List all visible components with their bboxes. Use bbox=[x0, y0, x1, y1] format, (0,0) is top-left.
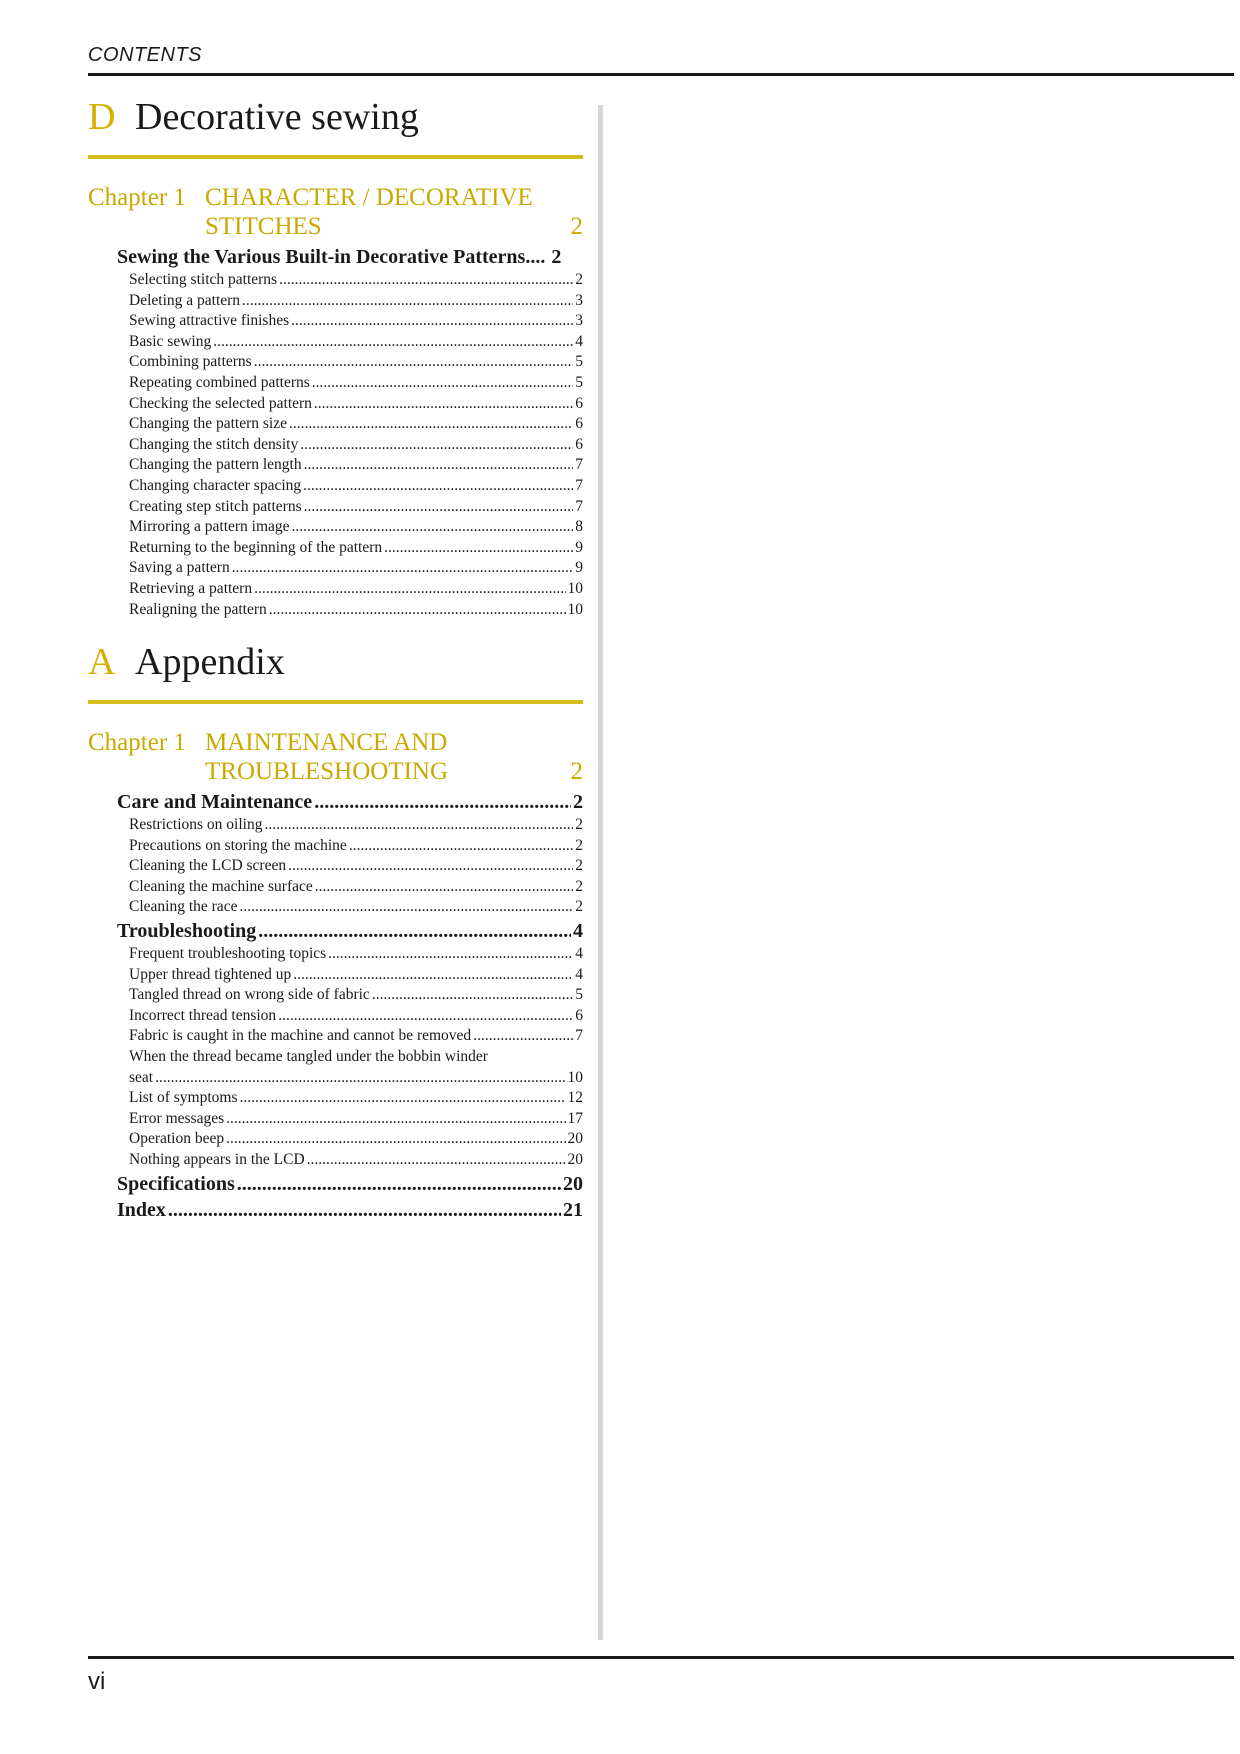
entry-page: 4 bbox=[575, 945, 583, 963]
entry-page: 7 bbox=[575, 476, 583, 494]
entry-title: Cleaning the LCD screen bbox=[129, 857, 287, 875]
toc-heading-entry[interactable] bbox=[117, 1171, 583, 1197]
toc-entry[interactable] bbox=[129, 558, 583, 579]
entry-page: 4 bbox=[575, 965, 583, 983]
entry-leader bbox=[155, 1068, 565, 1089]
toc-entry[interactable] bbox=[129, 270, 583, 291]
entry-leader bbox=[314, 394, 573, 415]
entry-leader bbox=[254, 579, 565, 600]
chapter-title bbox=[205, 728, 583, 786]
entry-page: 8 bbox=[575, 518, 583, 536]
entry-page: 5 bbox=[575, 373, 583, 391]
entry-page: 17 bbox=[567, 1109, 583, 1127]
entry-title: Frequent troubleshooting topics bbox=[129, 945, 327, 963]
entry-leader bbox=[168, 1197, 561, 1223]
entry-page: 6 bbox=[575, 394, 583, 412]
toc-entry[interactable] bbox=[129, 373, 583, 394]
entry-leader bbox=[304, 455, 574, 476]
entry-leader bbox=[372, 985, 573, 1006]
toc-entry[interactable] bbox=[129, 1109, 583, 1130]
toc-entry[interactable] bbox=[129, 877, 583, 898]
entry-title: Cleaning the machine surface bbox=[129, 877, 313, 895]
entry-title: Changing the pattern length bbox=[129, 456, 302, 474]
entry-title: Changing the stitch density bbox=[129, 435, 299, 453]
entry-title-line1: When the thread became tangled under the bobbin winder bbox=[129, 1048, 488, 1066]
entry-title-line2: seat bbox=[129, 1068, 154, 1086]
entry-page: 4 bbox=[575, 332, 583, 350]
toc-section-appendix bbox=[88, 640, 583, 1223]
toc-heading-entry[interactable] bbox=[117, 918, 583, 944]
toc-entry[interactable] bbox=[129, 1006, 583, 1027]
entry-page: 3 bbox=[575, 312, 583, 330]
entry-leader bbox=[307, 1150, 566, 1171]
toc-entry[interactable] bbox=[129, 1088, 583, 1109]
entry-title: Restrictions on oiling bbox=[129, 816, 263, 834]
entry-page: 5 bbox=[575, 986, 583, 1004]
toc-entry[interactable] bbox=[129, 414, 583, 435]
chapter-title-line1: CHARACTER / DECORATIVE bbox=[205, 184, 533, 211]
entry-leader bbox=[258, 918, 571, 944]
entry-page: 4 bbox=[573, 920, 583, 943]
toc-section-decorative-sewing bbox=[88, 95, 583, 620]
entry-page: 7 bbox=[575, 456, 583, 474]
entry-title: Retrieving a pattern bbox=[129, 579, 253, 597]
entry-leader bbox=[213, 332, 573, 353]
entry-leader bbox=[240, 1088, 566, 1109]
toc-heading-entry[interactable] bbox=[117, 244, 583, 270]
section-rule bbox=[88, 700, 583, 704]
entry-page: 10 bbox=[567, 1068, 583, 1086]
footer-rule bbox=[88, 1656, 1234, 1659]
entry-page: 20 bbox=[563, 1172, 583, 1195]
toc-entry[interactable] bbox=[129, 856, 583, 877]
toc-entry[interactable] bbox=[129, 836, 583, 857]
entry-leader bbox=[314, 789, 571, 815]
entry-title: Operation beep bbox=[129, 1130, 225, 1148]
entry-leader bbox=[237, 1171, 561, 1197]
toc-entry[interactable] bbox=[129, 965, 583, 986]
entry-page: 2 bbox=[575, 857, 583, 875]
entry-page: 9 bbox=[575, 559, 583, 577]
toc-entry[interactable] bbox=[129, 517, 583, 538]
toc-entry[interactable] bbox=[129, 944, 583, 965]
entry-title: Realigning the pattern bbox=[129, 600, 267, 618]
toc-heading-entry[interactable] bbox=[117, 1197, 583, 1223]
entry-leader bbox=[264, 815, 573, 836]
toc-heading-entry[interactable] bbox=[117, 789, 583, 815]
chapter-title-line2: TROUBLESHOOTING bbox=[205, 758, 449, 786]
entry-leader bbox=[288, 856, 573, 877]
entry-leader bbox=[328, 944, 573, 965]
entry-title: Repeating combined patterns bbox=[129, 373, 310, 391]
entry-leader bbox=[226, 1109, 565, 1130]
toc-entry[interactable] bbox=[129, 1026, 583, 1047]
entry-title: Sewing the Various Built-in Decorative Patterns bbox=[117, 246, 526, 268]
running-header: CONTENTS bbox=[88, 44, 202, 66]
toc-entry[interactable] bbox=[129, 311, 583, 332]
entry-page: 3 bbox=[575, 291, 583, 309]
section-letter: A bbox=[88, 641, 116, 684]
toc-entry[interactable] bbox=[129, 815, 583, 836]
entry-title: List of symptoms bbox=[129, 1089, 238, 1107]
entry-title: Returning to the beginning of the pattern bbox=[129, 538, 383, 556]
entry-leader bbox=[232, 558, 574, 579]
entry-page: 2 bbox=[575, 271, 583, 288]
section-heading bbox=[88, 95, 583, 151]
entry-page: 2 bbox=[573, 791, 583, 814]
toc-entries bbox=[117, 789, 583, 1223]
entry-title: Sewing attractive finishes bbox=[129, 312, 290, 330]
entry-leader bbox=[278, 1006, 573, 1027]
entry-leader bbox=[254, 352, 574, 373]
entry-title: Basic sewing bbox=[129, 332, 212, 350]
toc-entry[interactable] bbox=[129, 497, 583, 518]
entry-page: 2 bbox=[575, 816, 583, 834]
toc-entry[interactable] bbox=[129, 600, 583, 621]
entry-leader bbox=[292, 517, 574, 538]
toc-entry[interactable] bbox=[129, 352, 583, 373]
entry-title: Selecting stitch patterns bbox=[129, 271, 278, 288]
toc-entry[interactable] bbox=[129, 1047, 583, 1088]
entry-page: 6 bbox=[575, 415, 583, 433]
entry-leader bbox=[226, 1129, 565, 1150]
section-heading bbox=[88, 640, 583, 696]
entry-title: Error messages bbox=[129, 1109, 225, 1127]
section-title: Appendix bbox=[135, 641, 285, 684]
entry-leader bbox=[289, 414, 573, 435]
page-number: vi bbox=[88, 1668, 106, 1695]
toc-entry[interactable] bbox=[129, 1129, 583, 1150]
entry-page: 10 bbox=[567, 600, 583, 618]
entry-leader bbox=[291, 311, 573, 332]
entry-page: 2 bbox=[551, 246, 562, 268]
entry-title: Creating step stitch patterns bbox=[129, 497, 302, 515]
entry-page: 21 bbox=[563, 1198, 583, 1221]
entry-title: Tangled thread on wrong side of fabric bbox=[129, 986, 370, 1004]
entry-title: Specifications bbox=[117, 1172, 235, 1195]
section-rule bbox=[88, 155, 583, 159]
chapter-page: 2 bbox=[570, 758, 583, 786]
entry-page: 2 bbox=[575, 898, 583, 916]
entry-leader bbox=[300, 435, 573, 456]
toc-entries bbox=[117, 244, 583, 620]
entry-title: Precautions on storing the machine bbox=[129, 836, 347, 854]
chapter-heading[interactable] bbox=[88, 728, 583, 786]
chapter-heading[interactable] bbox=[88, 183, 583, 241]
entry-title: Saving a pattern bbox=[129, 559, 230, 577]
entry-page: 10 bbox=[567, 579, 583, 597]
chapter-label: Chapter 1 bbox=[88, 729, 186, 757]
toc-entry[interactable] bbox=[129, 1150, 583, 1171]
header-rule bbox=[88, 73, 1234, 76]
section-letter: D bbox=[88, 96, 116, 138]
entry-title: Care and Maintenance bbox=[117, 791, 313, 814]
entry-title: Upper thread tightened up bbox=[129, 965, 292, 983]
toc-entry[interactable] bbox=[129, 579, 583, 600]
entry-title: Troubleshooting bbox=[117, 920, 257, 943]
toc-entry[interactable] bbox=[129, 332, 583, 353]
entry-leader bbox=[269, 600, 566, 621]
entry-title: Combining patterns bbox=[129, 353, 252, 371]
entry-leader bbox=[279, 270, 573, 291]
entry-title: Nothing appears in the LCD bbox=[129, 1151, 305, 1168]
entry-title: Incorrect thread tension bbox=[129, 1006, 277, 1024]
chapter-title bbox=[205, 183, 583, 241]
entry-leader: .... bbox=[525, 246, 546, 268]
entry-page: 6 bbox=[575, 435, 583, 453]
entry-leader bbox=[293, 965, 573, 986]
entry-page: 20 bbox=[567, 1130, 583, 1148]
entry-page: 9 bbox=[575, 538, 583, 556]
entry-page: 12 bbox=[567, 1089, 583, 1107]
entry-page: 6 bbox=[575, 1006, 583, 1024]
toc-entry[interactable] bbox=[129, 985, 583, 1006]
toc-entry[interactable] bbox=[129, 897, 583, 918]
entry-page: 20 bbox=[567, 1151, 583, 1168]
toc-entry[interactable] bbox=[129, 476, 583, 497]
toc-entry[interactable] bbox=[129, 538, 583, 559]
chapter-page: 2 bbox=[570, 213, 583, 240]
chapter-title-line1: MAINTENANCE AND bbox=[205, 729, 448, 757]
chapter-title-line2: STITCHES bbox=[205, 213, 322, 240]
entry-page: 5 bbox=[575, 353, 583, 371]
entry-leader bbox=[384, 538, 573, 559]
entry-leader bbox=[303, 476, 573, 497]
entry-leader bbox=[315, 877, 573, 898]
entry-leader bbox=[349, 836, 573, 857]
entry-page: 7 bbox=[575, 1027, 583, 1045]
entry-page: 2 bbox=[575, 836, 583, 854]
chapter-label: Chapter 1 bbox=[88, 184, 186, 211]
entry-page: 7 bbox=[575, 497, 583, 515]
entry-title: Checking the selected pattern bbox=[129, 394, 312, 412]
entry-title: Changing the pattern size bbox=[129, 415, 287, 433]
entry-leader bbox=[239, 897, 573, 918]
entry-leader bbox=[312, 373, 573, 394]
column-divider bbox=[598, 105, 603, 1640]
entry-leader bbox=[242, 291, 573, 312]
entry-leader bbox=[473, 1026, 573, 1047]
entry-title: Fabric is caught in the machine and cannot be removed bbox=[129, 1027, 472, 1045]
toc-entry[interactable] bbox=[129, 291, 583, 312]
entry-title: Deleting a pattern bbox=[129, 291, 241, 309]
entry-title: Changing character spacing bbox=[129, 476, 302, 494]
entry-title: Mirroring a pattern image bbox=[129, 518, 290, 536]
toc-entry[interactable] bbox=[129, 435, 583, 456]
entry-page: 2 bbox=[575, 877, 583, 895]
entry-leader bbox=[304, 497, 574, 518]
section-title: Decorative sewing bbox=[135, 96, 419, 138]
entry-title: Index bbox=[117, 1198, 166, 1221]
entry-title: Cleaning the race bbox=[129, 898, 238, 916]
toc-entry[interactable] bbox=[129, 394, 583, 415]
toc-column bbox=[88, 95, 583, 1223]
toc-entry[interactable] bbox=[129, 455, 583, 476]
